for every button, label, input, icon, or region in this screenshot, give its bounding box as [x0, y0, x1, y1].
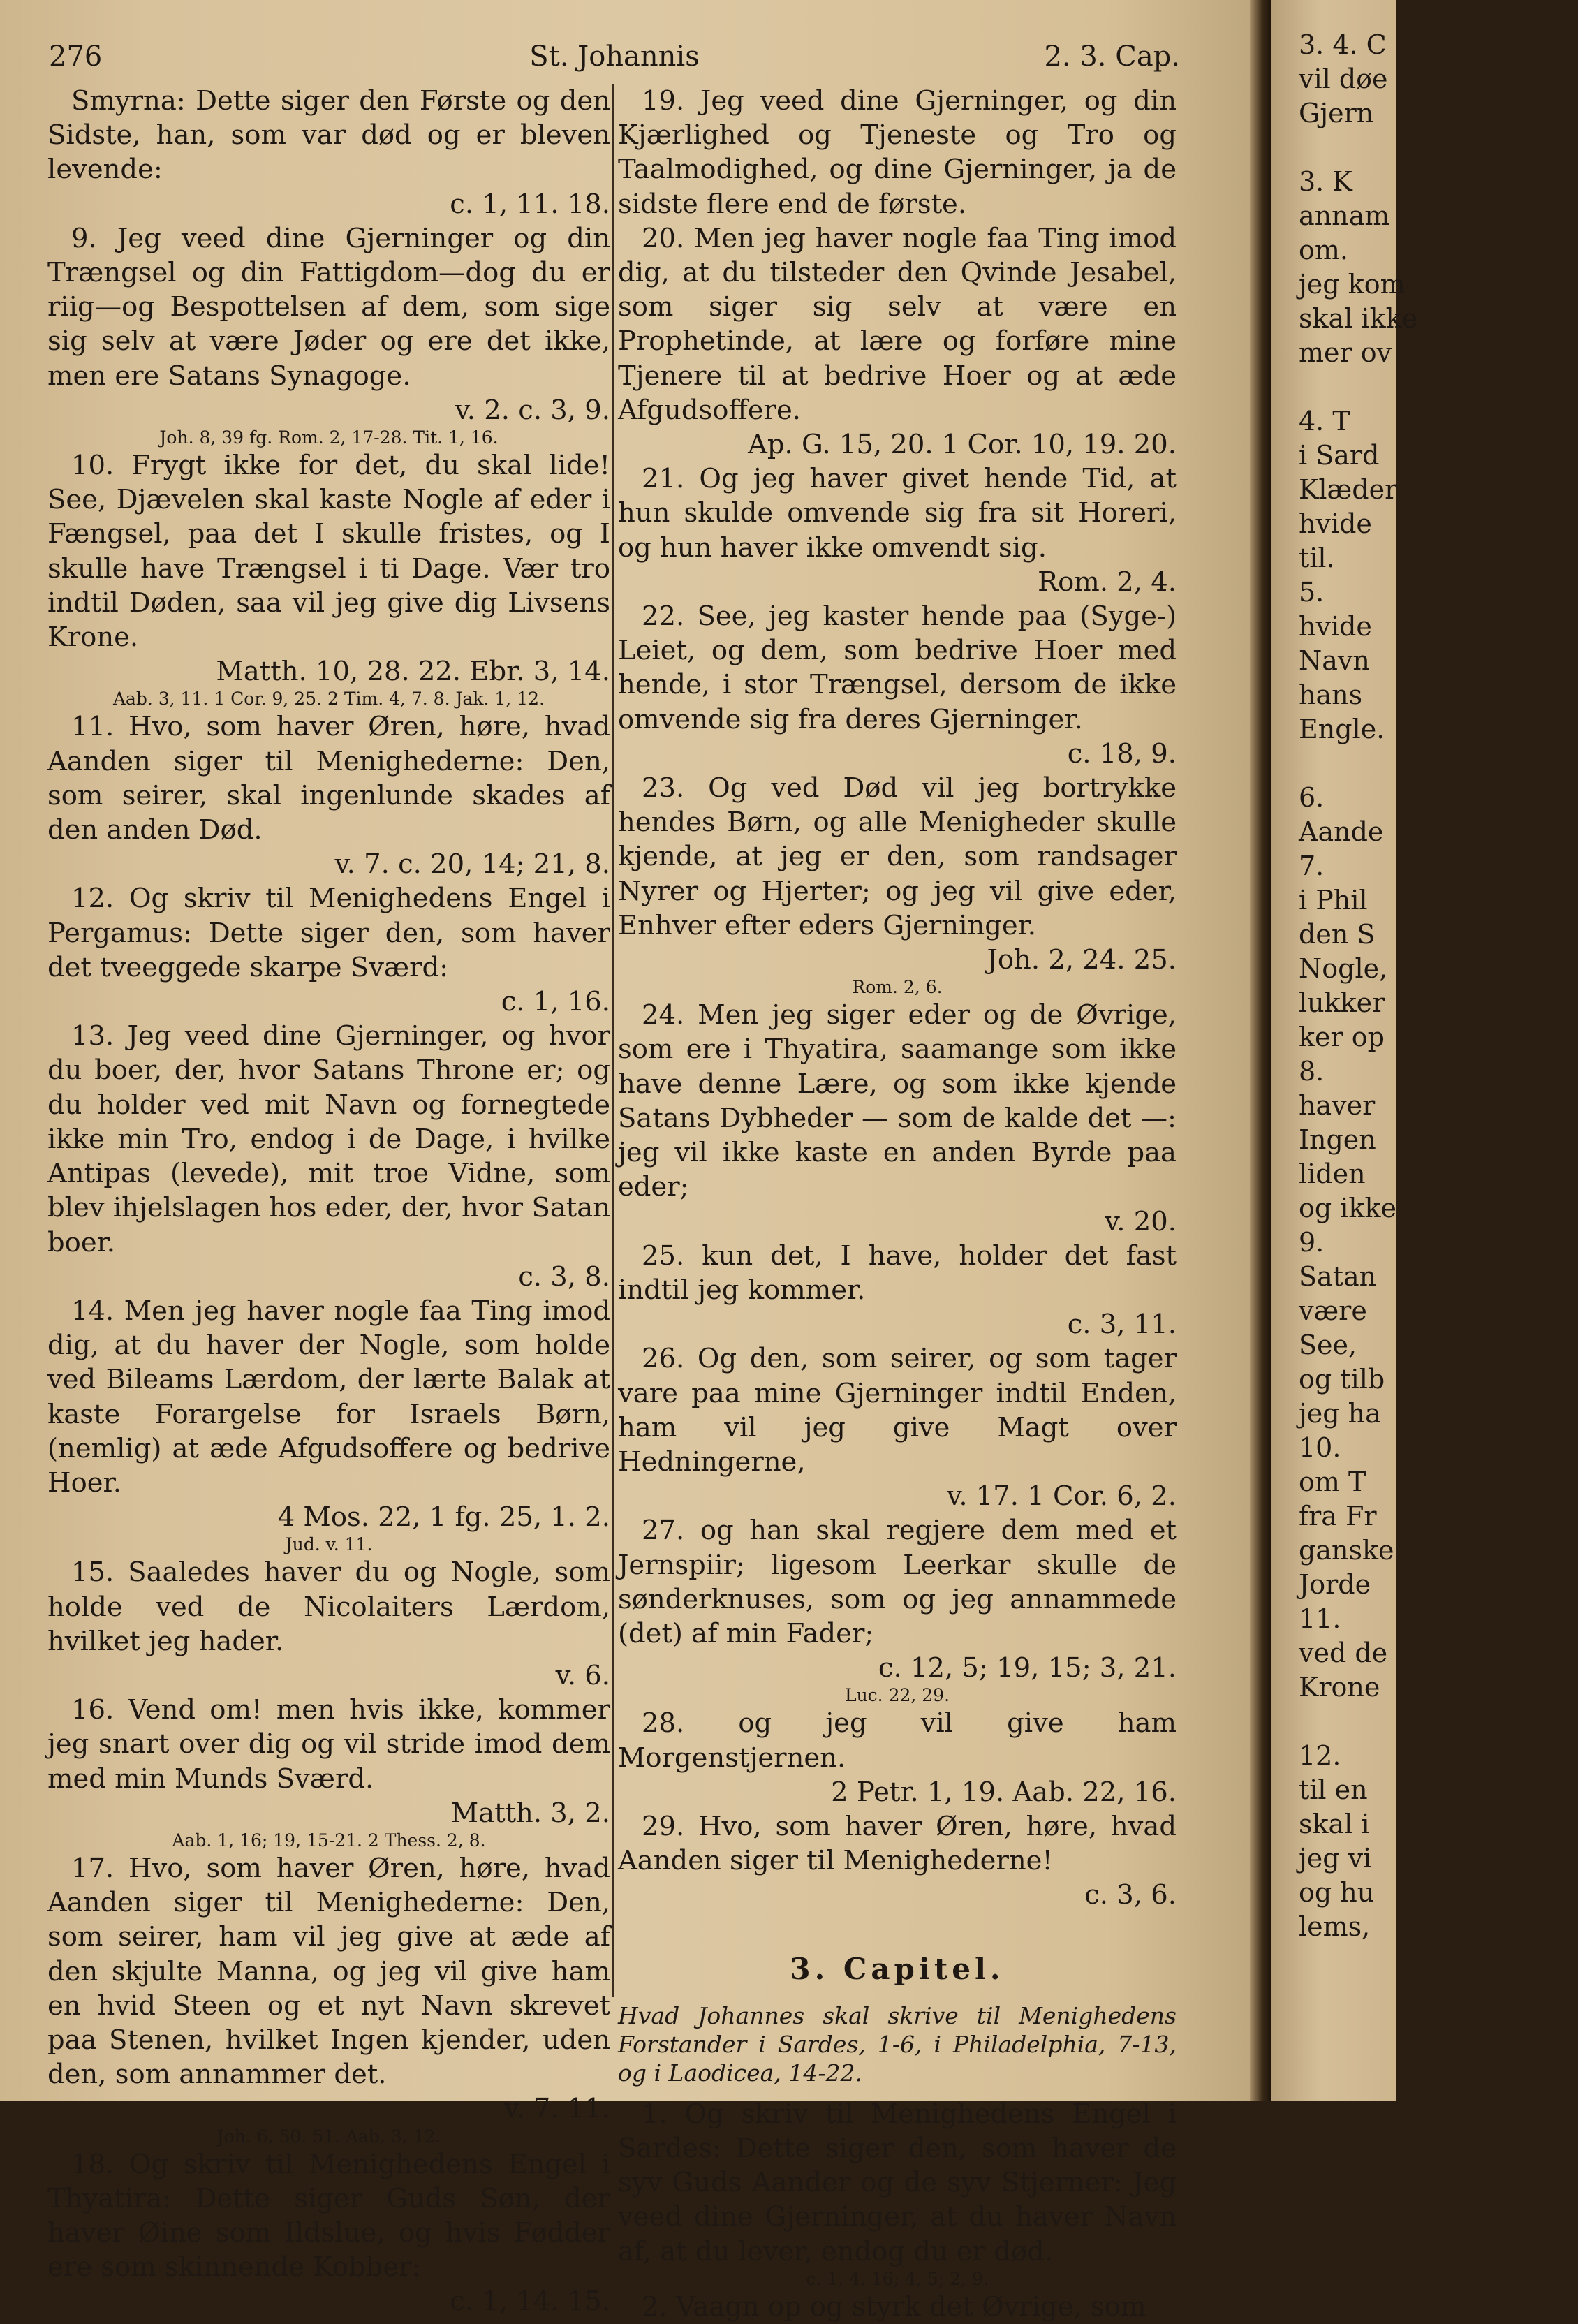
- verse-paragraph: 17. Hvo, som haver Øren, høre, hvad Aanden siger til Menighederne: Den, som seirer, ham vil jeg give at æde af den skjulte Manna, og jeg vil give ham en hvid Steen og et nyt Navn skrevet paa Stenen, hvilket Ingen kjender, uden den, som annammer det.: [47, 1852, 610, 2091]
- verse-paragraph: 16. Vend om! men hvis ikke, kommer jeg snart over dig og vil stride imod dem med min Munds Sværd.: [47, 1694, 610, 1795]
- next-page-line: den S: [1299, 919, 1376, 950]
- cross-reference: c. 1, 11. 18.: [450, 188, 610, 220]
- next-page-line: om.: [1299, 235, 1348, 265]
- next-page-line: skal i: [1299, 1809, 1370, 1839]
- next-page-line: Jorde: [1299, 1569, 1371, 1600]
- column-divider: [612, 84, 614, 1997]
- next-page-line: [1299, 131, 1578, 165]
- cross-reference: c. 1, 16.: [501, 986, 610, 1018]
- chapter-heading: 3. Capitel.: [790, 1951, 1005, 1986]
- next-page-line: jeg kom: [1299, 269, 1406, 300]
- next-page-line: ker op: [1299, 1022, 1385, 1052]
- next-page-line: Nogle,: [1299, 953, 1388, 984]
- cross-reference: c. 18, 9.: [1067, 737, 1177, 770]
- cross-reference: Matth. 3, 2.: [450, 1797, 610, 1829]
- verse-paragraph: 24. Men jeg siger eder og de Øvrige, som ere i Thyatira, saamange som ikke have denne Lære, og som ikke kjende Satans Dybheder — som de kalde det —: jeg vil ikke kaste en anden Byrde paa eder;: [618, 999, 1177, 1203]
- cross-reference: c. 3, 6.: [1084, 1879, 1177, 1911]
- footnote-reference: Luc. 22, 29.: [844, 1685, 950, 1706]
- next-page-line: Klæder: [1299, 474, 1398, 505]
- next-page-line: 8.: [1299, 1056, 1325, 1087]
- next-page-line: 9.: [1299, 1227, 1325, 1258]
- next-page-line: jeg ha: [1299, 1398, 1381, 1429]
- verse-paragraph: 14. Men jeg haver nogle faa Ting imod dig, at du haver der Nogle, som holde ved Bileams Lærdom, der lærte Balak at kaste Forargelse for Israels Børn, (nemlig) at æde Afgudsoffere og bedrive Hoer.: [47, 1295, 610, 1499]
- next-page-line: Navn: [1299, 645, 1370, 676]
- verse-paragraph: 15. Saaledes haver du og Nogle, som holde ved de Nicolaiters Lærdom, hvilket jeg hader.: [47, 1557, 610, 1657]
- next-page-line: jeg vi: [1299, 1843, 1372, 1874]
- next-page-line: mer ov: [1299, 337, 1392, 368]
- next-page-line: lukker: [1299, 987, 1385, 1018]
- verse-paragraph: 28. og jeg vil give ham Morgenstjernen.: [618, 1707, 1177, 1774]
- cross-reference: v. 20.: [1105, 1205, 1177, 1237]
- verse-paragraph: 25. kun det, I have, holder det fast indtil jeg kommer.: [618, 1240, 1177, 1306]
- next-page-line: til en: [1299, 1774, 1368, 1805]
- footnote-reference: Joh. 8, 39 fg. Rom. 2, 17-28. Tit. 1, 16.: [159, 427, 499, 448]
- next-page-line: og ikke: [1299, 1193, 1396, 1223]
- next-page-fragments: [1299, 28, 1578, 1944]
- next-page-line: være: [1299, 1295, 1367, 1326]
- left-column: [47, 84, 610, 2319]
- next-page-line: [1299, 1705, 1578, 1739]
- chapter-reference: 2. 3. Cap.: [1044, 41, 1180, 73]
- cross-reference: c. 12, 5; 19, 15; 3, 21.: [878, 1652, 1177, 1684]
- footnote-reference: c. 1, 4. 16; 4, 5; 2, 9.: [806, 2268, 989, 2289]
- page-header: [49, 41, 1180, 82]
- verse-paragraph: 21. Og jeg haver givet hende Tid, at hun skulde omvende sig fra sit Horeri, og hun haver ikke omvendt sig.: [618, 463, 1177, 564]
- verse-paragraph: 26. Og den, som seirer, og som tager vare paa mine Gjerninger indtil Enden, ham vil jeg give Magt over Hedningerne,: [618, 1343, 1177, 1478]
- cross-reference: Rom. 2, 4.: [1038, 566, 1177, 598]
- verse-paragraph: 2. Vaagn op og styrk det Øvrige, som: [642, 2290, 1146, 2323]
- next-page-line: 11.: [1299, 1603, 1341, 1634]
- chapter-summary: Hvad Johannes skal skrive til Menighedens Forstander i Sardes, 1-6, i Philadelphia, 7-13, og i Laodicea, 14-22.: [618, 2001, 1177, 2087]
- next-page-line: 3. 4. C: [1299, 29, 1387, 60]
- verse-paragraph: 29. Hvo, som haver Øren, høre, hvad Aanden siger til Menighederne!: [618, 1810, 1177, 1877]
- book-title: St. Johannis: [529, 41, 700, 73]
- next-page-line: Aande: [1299, 816, 1384, 847]
- cross-reference: v. 7. 11.: [504, 2093, 610, 2125]
- next-page-line: lems,: [1299, 1911, 1371, 1942]
- cross-reference: Joh. 2, 24. 25.: [987, 944, 1177, 976]
- footnote-reference: Aab. 3, 11. 1 Cor. 9, 25. 2 Tim. 4, 7. 8. Jak. 1, 12.: [112, 689, 545, 709]
- next-page-line: annam: [1299, 200, 1390, 231]
- next-page-line: i Sard: [1299, 440, 1380, 471]
- verse-paragraph: Smyrna: Dette siger den Første og den Sidste, han, som var død og er bleven levende:: [47, 85, 610, 186]
- cross-reference: v. 6.: [555, 1659, 610, 1691]
- cross-reference: v. 7. c. 20, 14; 21, 8.: [334, 848, 610, 881]
- next-page-line: 4. T: [1299, 406, 1350, 436]
- verse-paragraph: 22. See, jeg kaster hende paa (Syge-) Leiet, og dem, som bedrive Hoer med hende, i stor Trængsel, dersom de ikke omvende sig fra deres Gjerninger.: [618, 601, 1177, 735]
- next-page-line: skal ikke: [1299, 303, 1418, 334]
- verse-paragraph: 18. Og skriv til Menighedens Engel i Thyatira: Dette siger Guds Søn, der haver Øine som Ildslue, og hvis Fødder ere som skinnende Kobber:: [47, 2148, 610, 2283]
- next-page-line: Engle.: [1299, 714, 1385, 744]
- next-page-line: 6.: [1299, 782, 1325, 813]
- next-page-line: ved de: [1299, 1638, 1388, 1668]
- next-page-line: 5.: [1299, 577, 1325, 608]
- next-page-line: haver: [1299, 1090, 1376, 1121]
- next-page-line: fra Fr: [1299, 1501, 1377, 1531]
- verse-paragraph: 10. Frygt ikke for det, du skal lide! See, Djævelen skal kaste Nogle af eder i Fængsel, paa det I skulle fristes, og I skulle have Trængsel i ti Dage. Vær tro indtil Døden, saa vil jeg give dig Livsens Krone.: [47, 450, 610, 654]
- next-page-line: 12.: [1299, 1740, 1341, 1771]
- next-page-line: Ingen: [1299, 1124, 1376, 1155]
- cross-reference: c. 3, 11.: [1067, 1309, 1177, 1341]
- verse-paragraph: 27. og han skal regjere dem med et Jernspiir; ligesom Leerkar skulle de sønderknuses, som og jeg annammede (det) af min Fader;: [618, 1515, 1177, 1649]
- next-page-edge: [1271, 0, 1418, 2101]
- verse-paragraph: 9. Jeg veed dine Gjerninger og din Trængsel og din Fattigdom—dog du er riig—og Bespottelsen af dem, som sige sig selv at være Jøder og ere det ikke, men ere Satans Synagoge.: [47, 222, 610, 392]
- next-page-line: til.: [1299, 543, 1335, 573]
- cross-reference: v. 17. 1 Cor. 6, 2.: [947, 1480, 1177, 1513]
- next-page-line: 7.: [1299, 851, 1325, 881]
- verse-paragraph: 1. Og skriv til Menighedens Engel i Sardes: Dette siger den, som haver de syv Guds Aander og de syv Stjerner: Jeg veed dine Gjerninger, at du haver Navn af, at du lever, endog du er død.: [618, 2098, 1177, 2267]
- next-page-line: hvide: [1299, 508, 1372, 539]
- next-page-line: Satan: [1299, 1261, 1377, 1292]
- next-page-line: 3. K: [1299, 166, 1352, 197]
- next-page-line: og tilb: [1299, 1364, 1385, 1395]
- next-page-line: Krone: [1299, 1672, 1380, 1702]
- next-page-line: liden: [1299, 1159, 1366, 1189]
- footnote-reference: Rom. 2, 6.: [852, 977, 943, 998]
- next-page-line: vil døe: [1299, 64, 1388, 94]
- page-number: 276: [49, 41, 103, 73]
- cross-reference: 2 Petr. 1, 19. Aab. 22, 16.: [831, 1776, 1177, 1808]
- verse-paragraph: 12. Og skriv til Menighedens Engel i Pergamus: Dette siger den, som haver det tveeggede skarpe Sværd:: [47, 883, 610, 983]
- next-page-line: hvide: [1299, 611, 1372, 642]
- verse-paragraph: 11. Hvo, som haver Øren, høre, hvad Aanden siger til Menighederne: Den, som seirer, skal ingenlunde skades af den anden Død.: [47, 711, 610, 846]
- verse-paragraph: 13. Jeg veed dine Gjerninger, og hvor du boer, der, hvor Satans Throne er; og du holder ved mit Navn og fornegtede ikke min Tro, endog i de Dage, i hvilke Antipas (levede), mit troe Vidne, som blev ihjelslagen hos eder, der, hvor Satan boer.: [47, 1020, 610, 1258]
- cross-reference: Ap. G. 15, 20. 1 Cor. 10, 19. 20.: [748, 429, 1177, 461]
- verse-paragraph: 20. Men jeg haver nogle faa Ting imod dig, at du tilsteder den Qvinde Jesabel, som siger sig selv at være en Prophetinde, at lære og forføre mine Tjenere til at bedrive Hoer og at æde Afgudsoffere.: [618, 222, 1177, 426]
- footnote-reference: Aab. 1, 16; 19, 15-21. 2 Thess. 2, 8.: [172, 1830, 486, 1851]
- cross-reference: c. 1, 14. 15.: [450, 2286, 610, 2318]
- cross-reference: 4 Mos. 22, 1 fg. 25, 1. 2.: [277, 1501, 610, 1534]
- next-page-line: i Phil: [1299, 885, 1368, 915]
- next-page-line: hans: [1299, 679, 1363, 710]
- next-page-line: [1299, 747, 1578, 781]
- cross-reference: v. 2. c. 3, 9.: [455, 394, 610, 426]
- next-page-line: om T: [1299, 1466, 1366, 1497]
- next-page-line: Gjern: [1299, 98, 1374, 128]
- next-page-line: [1299, 370, 1578, 404]
- right-column: [618, 84, 1177, 2324]
- cross-reference: Matth. 10, 28. 22. Ebr. 3, 14.: [216, 656, 610, 688]
- next-page-line: See,: [1299, 1330, 1357, 1360]
- verse-paragraph: 23. Og ved Død vil jeg bortrykke hendes Børn, og alle Menigheder skulle kjende, at jeg er den, som randsager Nyrer og Hjerter; og jeg vil give eder, Enhver efter eders Gjerninger.: [618, 772, 1177, 941]
- next-page-line: og hu: [1299, 1877, 1375, 1908]
- next-page-line: ganske: [1299, 1535, 1394, 1566]
- footnote-reference: Jud. v. 11.: [285, 1534, 373, 1555]
- book-gutter: [1250, 0, 1271, 2101]
- verse-paragraph: 19. Jeg veed dine Gjerninger, og din Kjærlighed og Tjeneste og Tro og Taalmodighed, og dine Gjerninger, ja de sidste flere end de første.: [618, 85, 1177, 220]
- footnote-reference: Joh. 6, 50. 51. Aab. 3, 12.: [216, 2126, 441, 2147]
- next-page-line: 10.: [1299, 1432, 1341, 1463]
- cross-reference: c. 3, 8.: [518, 1260, 610, 1293]
